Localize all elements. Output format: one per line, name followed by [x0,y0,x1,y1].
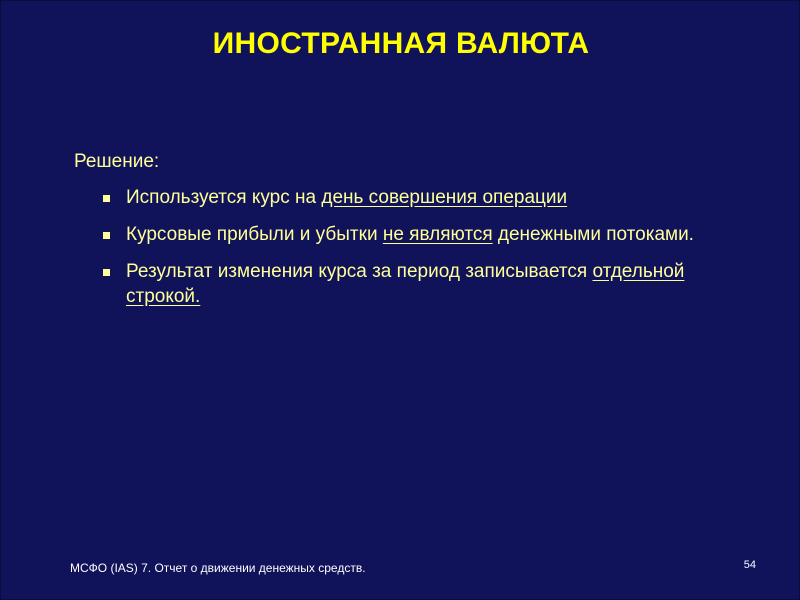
bullet-text: Результат изменения курса за период записывается [126,261,593,282]
bullet-item [74,259,714,309]
page-number: 54 [743,559,756,571]
square-bullet-icon [103,232,110,239]
square-bullet-icon [103,195,110,202]
slide-footer: МСФО (IAS) 7. Отчет о движении денежных средств. [70,561,366,575]
square-bullet-icon [103,269,110,276]
bullet-text: Курсовые прибыли и убытки [126,224,383,245]
bullet-underlined-text: день совершения операции [321,187,568,208]
intro-label: Решение: [74,151,160,172]
slide-title: ИНОСТРАННАЯ ВАЛЮТА [212,27,590,60]
bullet-item [74,222,714,247]
bullet-item [74,185,714,210]
slide-content [74,151,714,321]
bullet-text: Используется курс на [126,187,322,208]
bullet-underlined-text: отдельной строкой. [126,261,685,307]
bullet-text-end: денежными потоками. [492,224,694,245]
bullet-list [74,185,714,309]
bullet-underlined-text: не являются [382,224,493,245]
